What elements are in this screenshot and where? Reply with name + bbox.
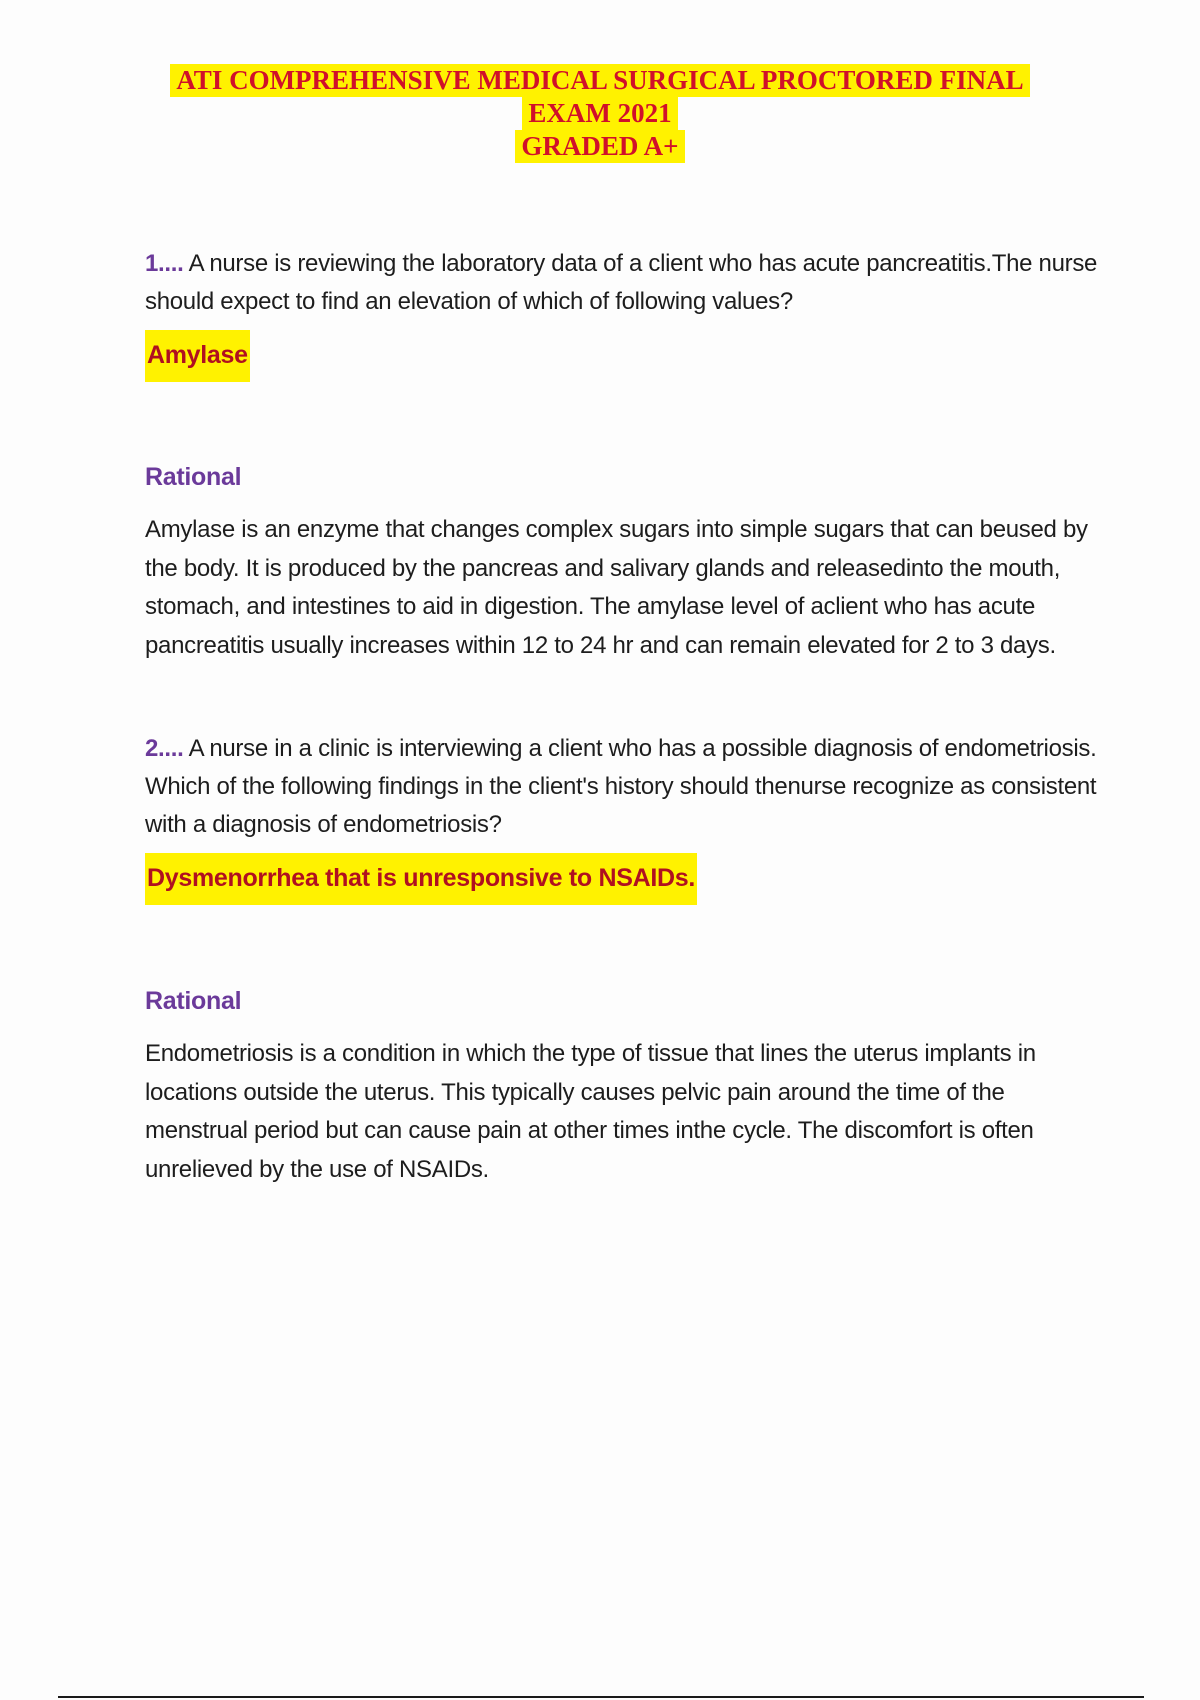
answer-2-highlight: Dysmenorrhea that is unresponsive to NSAIDs. — [145, 853, 697, 905]
title-line-2: EXAM 2021 — [522, 97, 677, 130]
question-2 — [145, 730, 1105, 844]
question-1-body: A nurse is reviewing the laboratory data of a client who has acute pancreatitis.The nurse should expect to find an elevation of which of following values? — [145, 250, 1098, 315]
answer-2 — [145, 853, 1105, 905]
question-1 — [145, 245, 1105, 321]
title-line-3: GRADED A+ — [515, 130, 684, 163]
page-bottom-rule — [58, 1696, 1144, 1698]
rational-1-heading: Rational — [145, 463, 242, 491]
question-1-text — [145, 245, 1105, 321]
question-2-body: A nurse in a clinic is interviewing a client who has a possible diagnosis of endometriosis. Which of the following findings in the client's history should thenurse recognize as consistent with a diagnosis of endometriosis? — [145, 735, 1097, 838]
rational-2-heading: Rational — [145, 987, 242, 1015]
rational-1-heading-block — [145, 460, 1105, 494]
rational-1 — [145, 511, 1105, 665]
question-1-number: 1.... — [145, 250, 184, 277]
document-title — [0, 64, 1200, 163]
question-2-number: 2.... — [145, 735, 184, 762]
answer-1 — [145, 330, 1105, 382]
question-2-text — [145, 730, 1105, 844]
answer-1-highlight: Amylase — [145, 330, 250, 382]
rational-2 — [145, 1035, 1105, 1189]
rational-1-text: Amylase is an enzyme that changes complex sugars into simple sugars that can beused by the body. It is produced by the pancreas and salivary glands and releasedinto the mouth, stomach, and intestines to aid in digestion. The amylase level of aclient who has acute pancreatitis usually increases within 12 to 24 hr and can remain elevated for 2 to 3 days. — [145, 516, 1088, 659]
rational-2-text: Endometriosis is a condition in which the type of tissue that lines the uterus implants in locations outside the uterus. This typically causes pelvic pain around the time of the menstrual period but can cause pain at other times inthe cycle. The discomfort is often unrelieved by the use of NSAIDs. — [145, 1040, 1036, 1183]
rational-2-heading-block — [145, 984, 1105, 1018]
title-line-1: ATI COMPREHENSIVE MEDICAL SURGICAL PROCTORED FINAL — [170, 64, 1029, 97]
